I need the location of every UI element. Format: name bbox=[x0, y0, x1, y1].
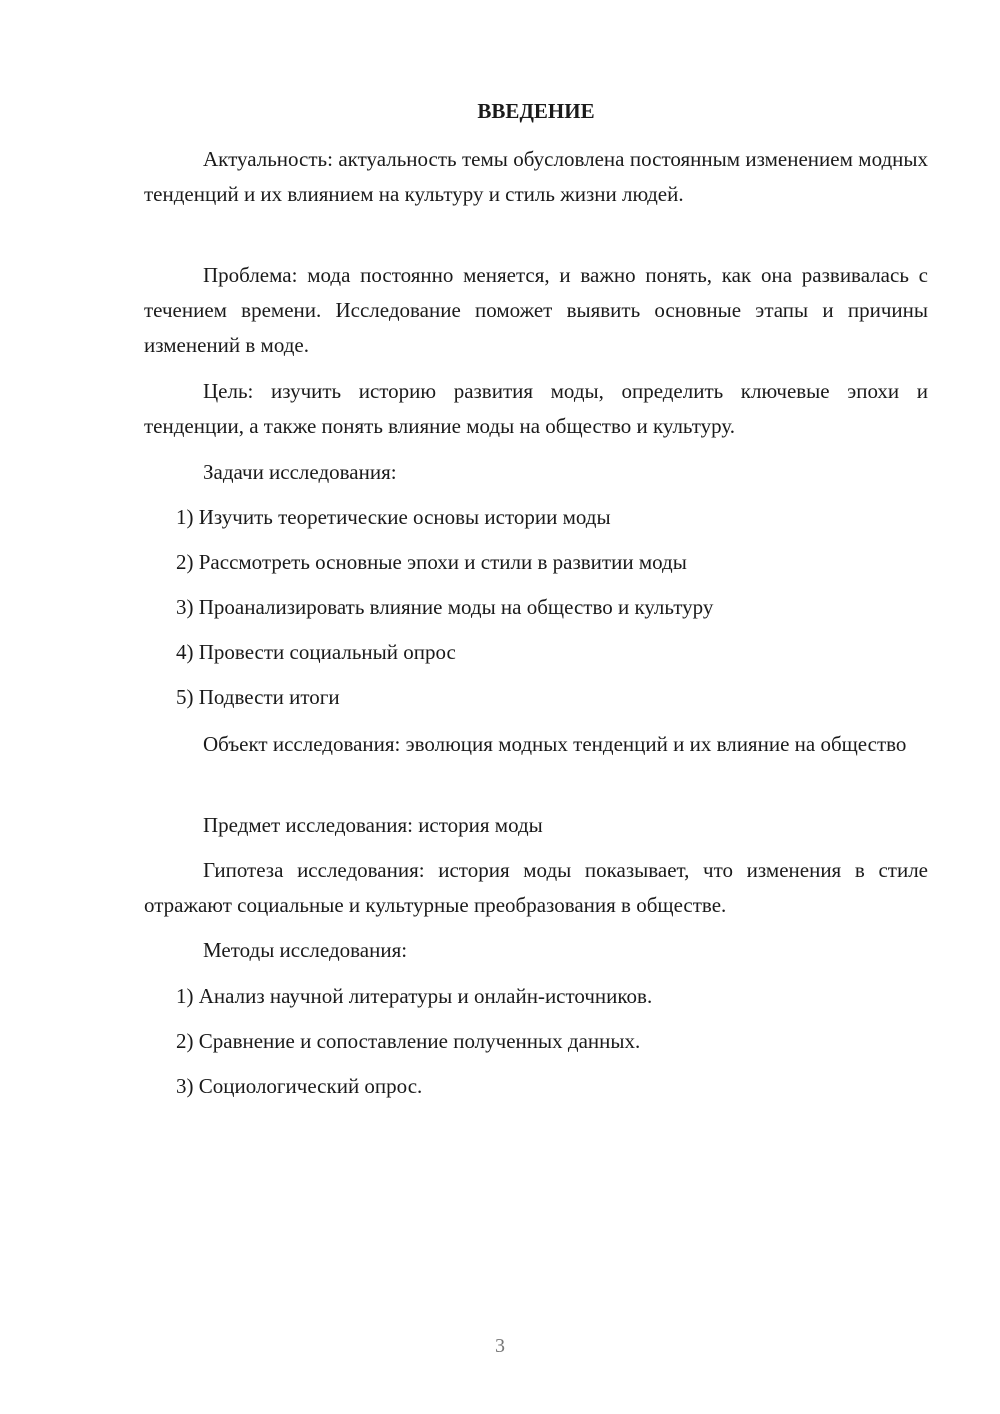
object-paragraph: Объект исследования: эволюция модных тенденций и их влияние на общество bbox=[203, 732, 907, 756]
page-number: 3 bbox=[495, 1335, 505, 1357]
task-item: 5) Подвести итоги bbox=[176, 685, 340, 709]
method-item: 3) Социологический опрос. bbox=[176, 1074, 423, 1098]
task-item: 1) Изучить теоретические основы истории моды bbox=[176, 505, 611, 529]
tasks-heading: Задачи исследования: bbox=[203, 460, 397, 484]
method-item: 2) Сравнение и сопоставление полученных данных. bbox=[176, 1029, 641, 1053]
problem-paragraph: Проблема: мода постоянно меняется, и важно понять, как она развивалась с течением времени. Исследование поможет выявить основные этапы и причины изменений в моде. bbox=[144, 263, 928, 357]
relevance-paragraph: Актуальность: актуальность темы обусловлена постоянным изменением модных тенденций и их влиянием на культуру и стиль жизни людей. bbox=[144, 147, 928, 206]
goal-paragraph: Цель: изучить историю развития моды, определить ключевые эпохи и тенденции, а также понять влияние моды на общество и культуру. bbox=[144, 379, 928, 438]
method-item: 1) Анализ научной литературы и онлайн-источников. bbox=[176, 984, 653, 1008]
task-item: 2) Рассмотреть основные эпохи и стили в развитии моды bbox=[176, 550, 687, 574]
hypothesis-paragraph: Гипотеза исследования: история моды показывает, что изменения в стиле отражают социальные и культурные преобразования в обществе. bbox=[144, 858, 928, 917]
task-item: 3) Проанализировать влияние моды на общество и культуру bbox=[176, 595, 714, 619]
methods-heading: Методы исследования: bbox=[203, 938, 408, 962]
task-item: 4) Провести социальный опрос bbox=[176, 640, 456, 664]
subject-paragraph: Предмет исследования: история моды bbox=[203, 813, 543, 837]
section-title: ВВЕДЕНИЕ bbox=[477, 99, 595, 123]
